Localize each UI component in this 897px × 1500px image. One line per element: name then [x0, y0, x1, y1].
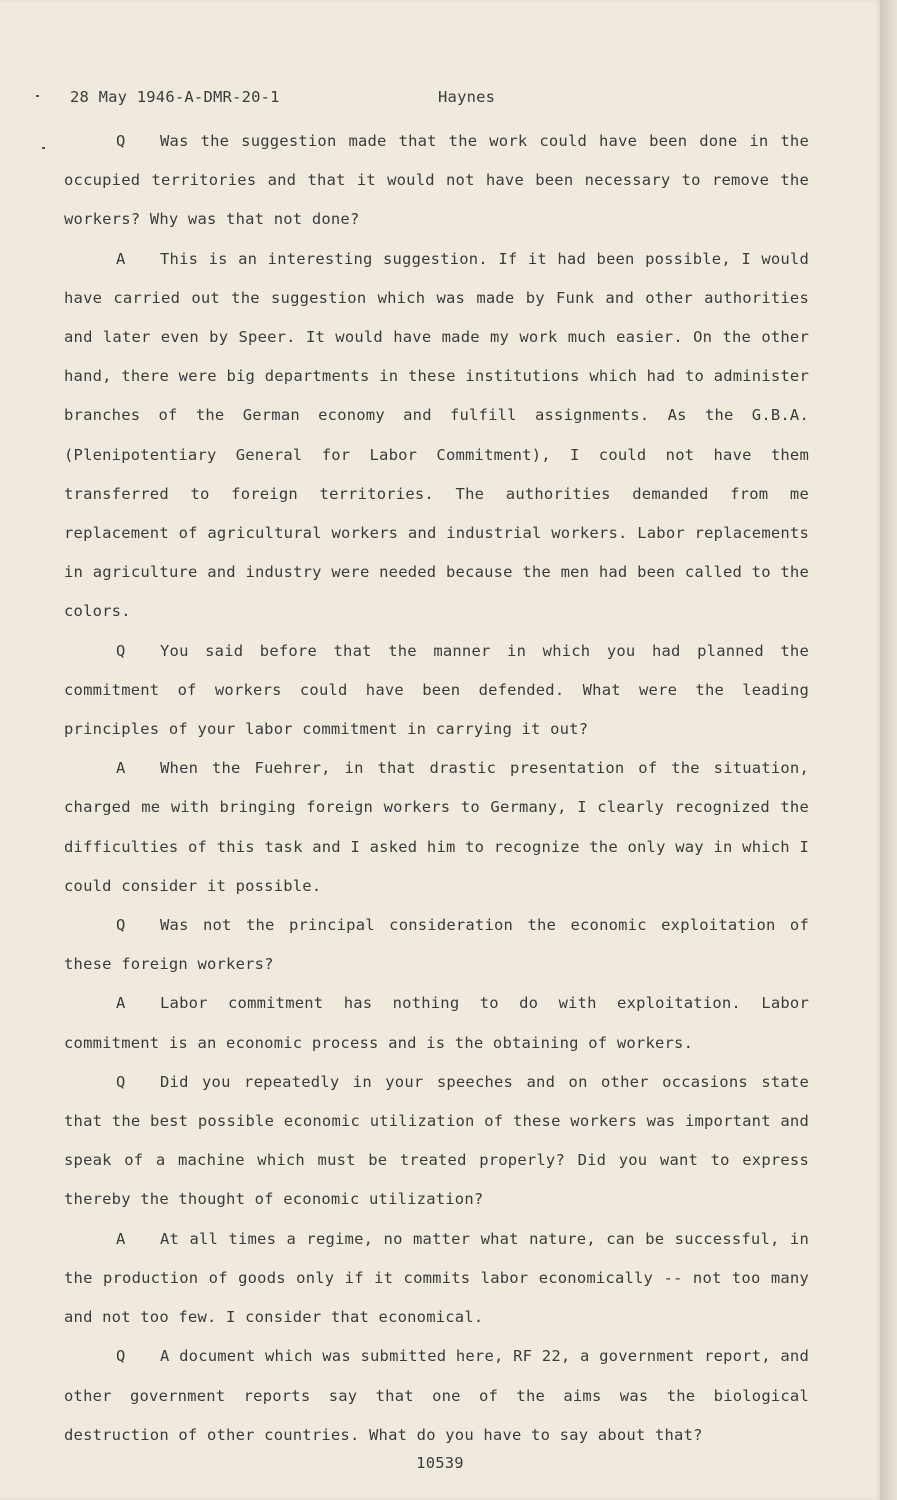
speaker-marker: Q [116, 641, 126, 660]
transcript-paragraph [64, 240, 809, 632]
page-number: 10539 [416, 1454, 464, 1472]
paragraph-text: When the Fuehrer, in that drastic presentation of the situation, charged me with bringing foreign workers to Germany, I clearly recognized the difficulties of this task and I asked him to recognize the only way in which I could consider it possible. [64, 759, 809, 895]
transcript-paragraph [64, 1337, 809, 1455]
paragraph-text: This is an interesting suggestion. If it had been possible, I would have carried out the suggestion which was made by Funk and other authorities and later even by Speer. It would have made my work much easier. On the other hand, there were big departments in these institutions which had to administer branches of the German economy and fulfill assignments. As the G.B.A. (Plenipotentiary General for Labor Commitment), I could not have them transferred to foreign territories. The authorities demanded from me replacement of agricultural workers and industrial workers. Labor replacements in agriculture and industry were needed because the men had been called to the colors. [64, 249, 809, 621]
page-header [70, 88, 830, 110]
speaker-marker: Q [116, 916, 126, 935]
speaker-marker: A [116, 1229, 126, 1248]
margin-mark [42, 147, 45, 149]
paragraph-text: A document which was submitted here, RF 22, a government report, and other government reports say that one of the aims was the biological destruction of other countries. What do you have to say about that? [64, 1347, 809, 1444]
paragraph-text: At all times a regime, no matter what nature, can be successful, in the production of goods only if it commits labor economically -- not too many and not too few. I consider that economical. [64, 1229, 809, 1327]
transcript-paragraph [64, 984, 809, 1062]
speaker-marker: A [116, 249, 126, 268]
document-reference: 28 May 1946-A-DMR-20-1 [70, 88, 280, 106]
speaker-marker: A [116, 759, 126, 778]
transcript-body [64, 122, 809, 1455]
speaker-marker: Q [116, 132, 126, 150]
transcript-paragraph [64, 1063, 809, 1220]
transcript-paragraph [64, 632, 809, 750]
transcript-paragraph [64, 1220, 809, 1338]
transcript-paragraph [64, 122, 809, 240]
paragraph-text: Was not the principal consideration the economic exploitation of these foreign workers? [64, 916, 809, 974]
speaker-marker: A [116, 994, 126, 1013]
paragraph-text: Did you repeatedly in your speeches and on other occasions state that the best possible economic utilization of these workers was important and speak of a machine which must be treated properly? Did you want to express thereby the thought of economic utilization? [64, 1072, 809, 1209]
speaker-marker: Q [116, 1072, 126, 1091]
interrogator-name: Haynes [438, 88, 496, 106]
paper-edge [880, 0, 897, 1500]
transcript-paragraph [64, 906, 809, 984]
paragraph-text: Labor commitment has nothing to do with exploitation. Labor commitment is an economic process and is the obtaining of workers. [64, 994, 809, 1052]
margin-mark [36, 95, 39, 97]
speaker-marker: Q [116, 1347, 126, 1366]
paragraph-text: You said before that the manner in which you had planned the commitment of workers could have been defended. What were the leading principles of your labor commitment in carrying it out? [64, 641, 809, 739]
transcript-paragraph [64, 749, 809, 906]
paragraph-text: Was the suggestion made that the work could have been done in the occupied territories and that it would not have been necessary to remove the workers? Why was that not done? [64, 132, 809, 229]
